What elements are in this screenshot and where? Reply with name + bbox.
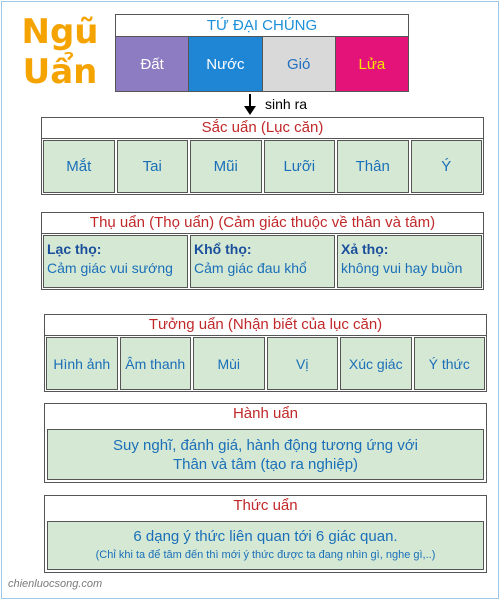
feeling-cell-painful: [190, 235, 335, 288]
perception-cell: Ý thức: [414, 337, 486, 390]
feeling-desc: không vui hay buồn: [341, 260, 463, 276]
title-line-1: Ngũ: [21, 12, 99, 52]
thuc-uan-line-2: (Chỉ khi ta để tâm đến thì mới ý thức được ta đang nhìn gì, nghe gì,..): [95, 549, 436, 561]
down-arrow-icon: [244, 94, 256, 116]
perception-cell: Hình ảnh: [46, 337, 118, 390]
hanh-uan-title: Hành uẩn: [232, 405, 299, 422]
thu-uan-title: Thụ uẩn (Thọ uẩn) (Cảm giác thuộc về thân và tâm): [42, 213, 483, 234]
four-elements-box: [115, 14, 409, 92]
element-water: Nước: [189, 37, 262, 91]
element-fire: Lửa: [336, 37, 408, 91]
hanh-uan-body: [47, 429, 484, 480]
feeling-head: Khổ thọ:: [194, 241, 252, 257]
element-wind: Gió: [263, 37, 336, 91]
four-elements-row: [116, 37, 408, 91]
tuong-uan-cells: [45, 336, 486, 391]
footer-watermark: chienluocsong.com: [8, 578, 103, 590]
perception-cell: Xúc giác: [340, 337, 412, 390]
arrow-label: sinh ra: [265, 96, 308, 112]
title-line-2: Uẩn: [22, 52, 98, 92]
feeling-desc: Cảm giác vui sướng: [47, 260, 173, 276]
sac-uan-title: Sắc uẩn (Lục căn): [42, 118, 483, 139]
thuc-uan-body: [47, 521, 484, 570]
sense-organ-cell: Lưỡi: [264, 140, 336, 193]
perception-cell: Vị: [267, 337, 339, 390]
feeling-cell-neutral: [337, 235, 482, 288]
sense-organ-cell: Mũi: [190, 140, 262, 193]
sense-organ-cell: Mắt: [43, 140, 115, 193]
diagram-title: [20, 12, 100, 92]
feeling-head: Xả thọ:: [341, 241, 389, 257]
hanh-uan-line-1: Suy nghĩ, đánh giá, hành động tương ứng với: [113, 437, 418, 454]
element-earth: Đất: [116, 37, 189, 91]
thuc-uan-section: [44, 495, 487, 573]
thu-uan-section: [41, 212, 484, 290]
thuc-uan-line-1: 6 dạng ý thức liên quan tới 6 giác quan.: [133, 528, 398, 545]
feeling-cell-pleasant: [43, 235, 188, 288]
sense-organ-cell: Thân: [337, 140, 409, 193]
four-elements-title: TỨ ĐẠI CHÚNG: [116, 15, 408, 37]
tuong-uan-section: [44, 314, 487, 392]
sense-organ-cell: Ý: [411, 140, 483, 193]
perception-cell: Âm thanh: [120, 337, 192, 390]
thu-uan-cells: [42, 234, 483, 289]
sac-uan-section: [41, 117, 484, 195]
thuc-uan-title: Thức uẩn: [233, 497, 298, 514]
hanh-uan-line-2: Thân và tâm (tạo ra nghiệp): [172, 456, 359, 473]
tuong-uan-title: Tưởng uẩn (Nhận biết của lục căn): [45, 315, 486, 336]
feeling-desc: Cảm giác đau khổ: [194, 260, 307, 276]
feeling-head: Lạc thọ:: [47, 241, 102, 257]
perception-cell: Mùi: [193, 337, 265, 390]
sac-uan-cells: [42, 139, 483, 194]
hanh-uan-section: [44, 403, 487, 483]
sense-organ-cell: Tai: [117, 140, 189, 193]
